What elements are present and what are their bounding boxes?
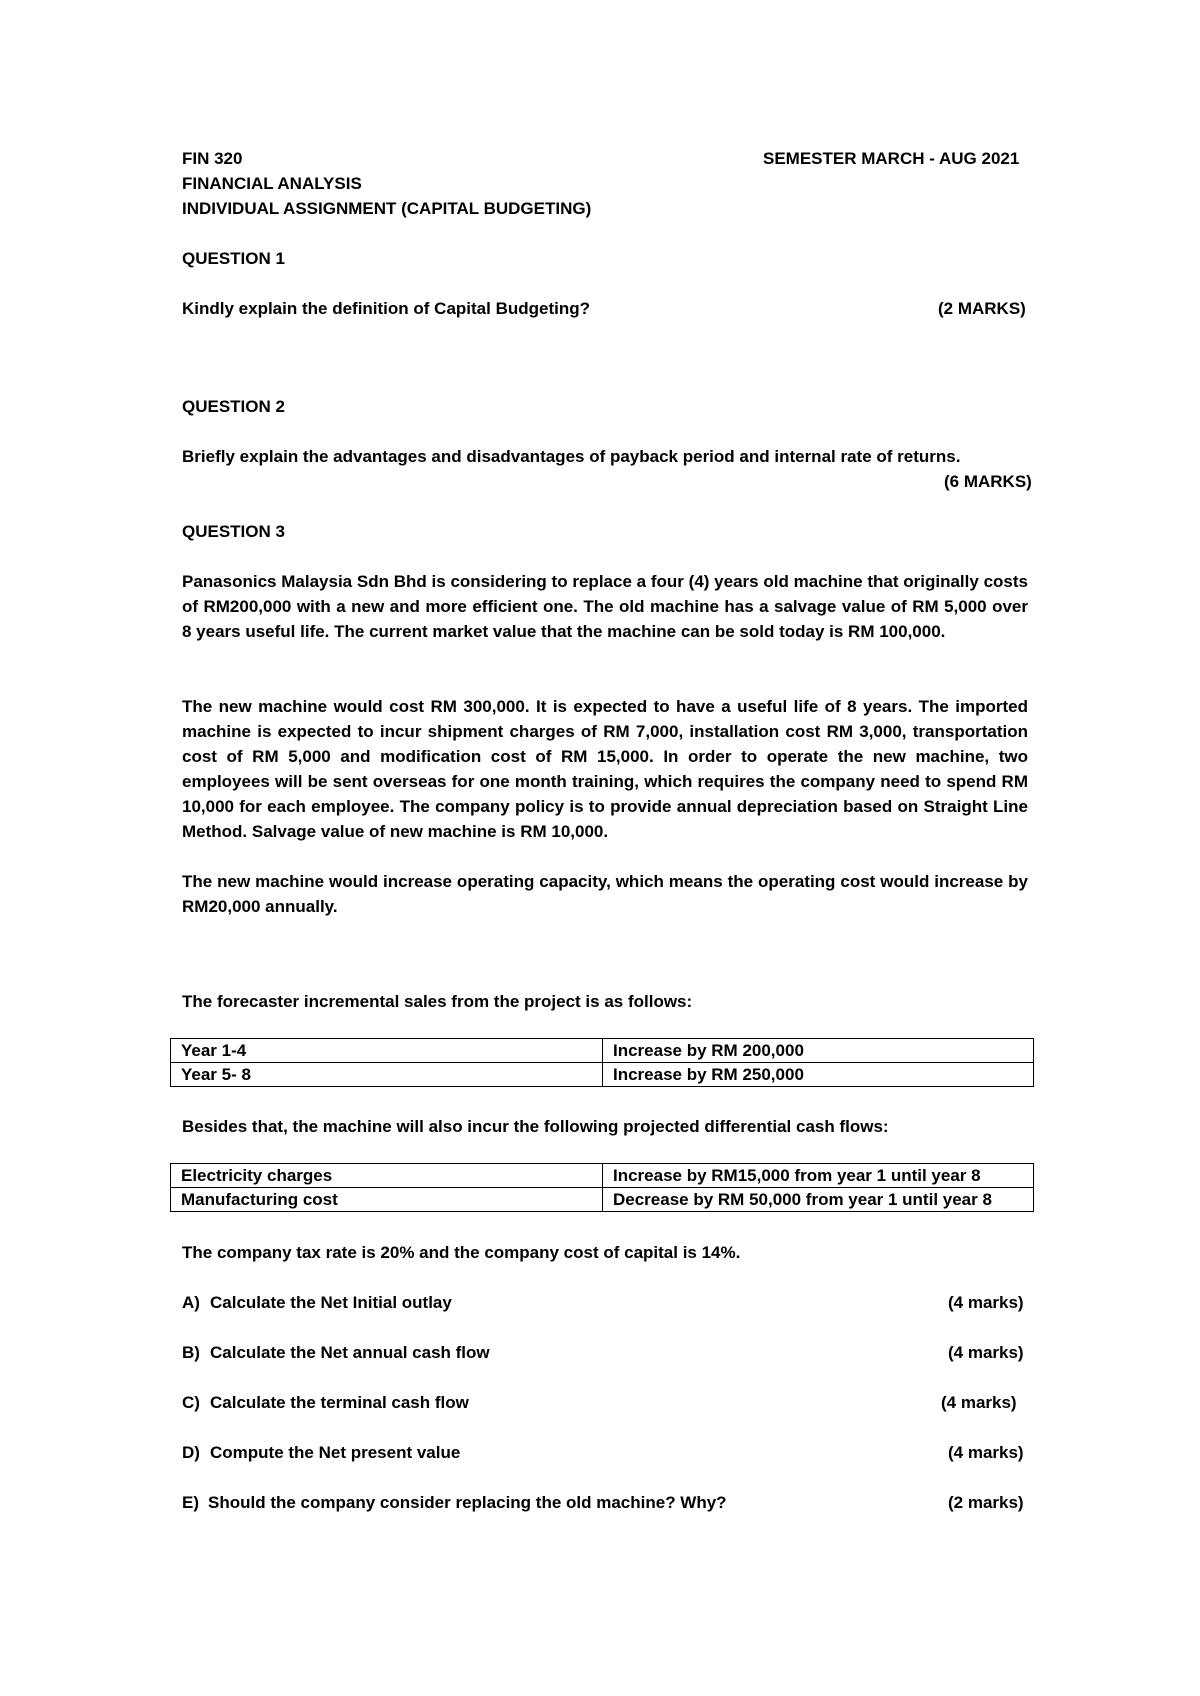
question-3-heading: QUESTION 3 (182, 522, 285, 541)
part-a-marks: (4 marks) (948, 1293, 1024, 1312)
table-cell: Decrease by RM 50,000 from year 1 until year 8 (603, 1188, 1034, 1212)
part-d-marks: (4 marks) (948, 1443, 1024, 1462)
semester-label: SEMESTER MARCH - AUG 2021 (763, 149, 1020, 168)
part-d-text: Compute the Net present value (210, 1443, 461, 1462)
table-cell: Increase by RM 250,000 (603, 1063, 1034, 1087)
part-a-label: A) (182, 1293, 200, 1312)
table-cell: Increase by RM15,000 from year 1 until year 8 (603, 1164, 1034, 1188)
cash-flows-intro: Besides that, the machine will also incur the following projected differential cash flows: (182, 1117, 889, 1136)
question-1-text: Kindly explain the definition of Capital Budgeting? (182, 299, 590, 318)
part-b-label: B) (182, 1343, 200, 1362)
part-c-text: Calculate the terminal cash flow (210, 1393, 469, 1412)
cash-flows-table (170, 1163, 1034, 1212)
question-1-heading: QUESTION 1 (182, 249, 285, 268)
part-e-label: E) (182, 1493, 199, 1512)
part-c-label: C) (182, 1393, 200, 1412)
sales-table (170, 1038, 1034, 1087)
table-cell: Increase by RM 200,000 (603, 1039, 1034, 1063)
part-e-marks: (2 marks) (948, 1493, 1024, 1512)
question-2-marks: (6 MARKS) (944, 472, 1032, 491)
tax-rate-line: The company tax rate is 20% and the company cost of capital is 14%. (182, 1243, 741, 1262)
table-row (171, 1063, 1034, 1087)
course-name: FINANCIAL ANALYSIS (182, 174, 362, 193)
table-cell: Year 5- 8 (171, 1063, 603, 1087)
part-a-text: Calculate the Net Initial outlay (210, 1293, 452, 1312)
table-cell: Manufacturing cost (171, 1188, 603, 1212)
course-code: FIN 320 (182, 149, 243, 168)
part-b-marks: (4 marks) (948, 1343, 1024, 1362)
question-2-heading: QUESTION 2 (182, 397, 285, 416)
part-e-text: Should the company consider replacing the old machine? Why? (208, 1493, 727, 1512)
part-d-label: D) (182, 1443, 200, 1462)
part-b-text: Calculate the Net annual cash flow (210, 1343, 490, 1362)
question-1-marks: (2 MARKS) (938, 299, 1026, 318)
sales-intro: The forecaster incremental sales from the project is as follows: (182, 992, 693, 1011)
question-3-paragraph-1: Panasonics Malaysia Sdn Bhd is considering to replace a four (4) years old machine that originally costs of RM200,000 with a new and more efficient one. The old machine has a salvage value of RM 5,000 over 8 years useful life. The current market value that the machine can be sold today is RM 100,000. (182, 572, 1028, 641)
table-cell: Year 1-4 (171, 1039, 603, 1063)
part-c-marks: (4 marks) (941, 1393, 1017, 1412)
question-3-paragraph-2: The new machine would cost RM 300,000. It is expected to have a useful life of 8 years. The imported machine is expected to incur shipment charges of RM 7,000, installation cost RM 3,000, transportation cost of RM 5,000 and modification cost of RM 15,000. In order to operate the new machine, two employees will be sent overseas for one month training, which requires the company need to spend RM 10,000 for each employee. The company policy is to provide annual depreciation based on Straight Line Method. Salvage value of new machine is RM 10,000. (182, 697, 1028, 841)
table-row (171, 1188, 1034, 1212)
table-cell: Electricity charges (171, 1164, 603, 1188)
question-2-text: Briefly explain the advantages and disadvantages of payback period and internal rate of returns. (182, 447, 961, 466)
table-row (171, 1164, 1034, 1188)
table-row (171, 1039, 1034, 1063)
question-3-paragraph-3: The new machine would increase operating capacity, which means the operating cost would increase by RM20,000 annually. (182, 872, 1028, 916)
assignment-title: INDIVIDUAL ASSIGNMENT (CAPITAL BUDGETING) (182, 199, 592, 218)
